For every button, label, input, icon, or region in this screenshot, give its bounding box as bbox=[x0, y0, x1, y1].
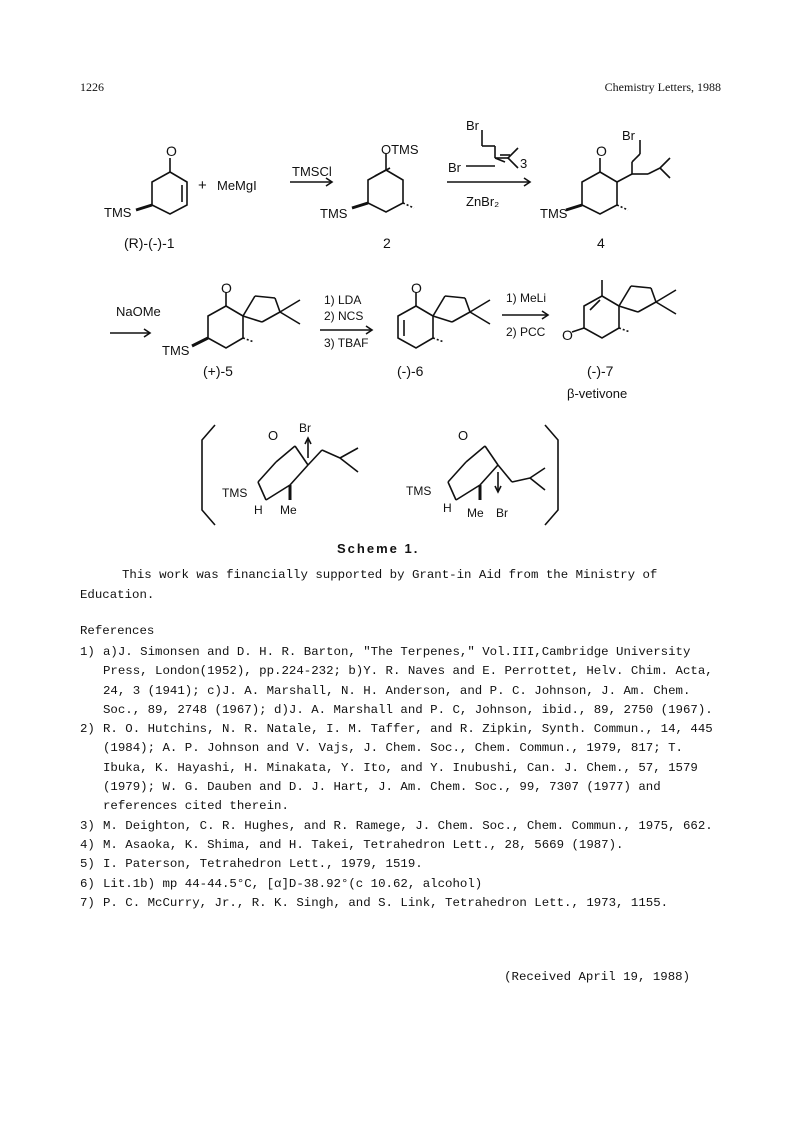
c6-o: O bbox=[411, 280, 422, 296]
reference-number: 5) bbox=[80, 857, 95, 872]
arrow5-step1: 1) MeLi bbox=[506, 291, 547, 305]
references-list bbox=[80, 643, 720, 913]
ts-left-me: Me bbox=[280, 503, 297, 517]
arrow5-step2: 2) PCC bbox=[506, 325, 546, 339]
reagent3-br-left: Br bbox=[448, 160, 461, 175]
ts-right-tms: TMS bbox=[406, 484, 432, 498]
arrow3-reagent: NaOMe bbox=[116, 304, 161, 319]
reference-item bbox=[80, 855, 720, 874]
reference-text: M. Deighton, C. R. Hughes, and R. Ramege, J. Chem. Soc., Chem. Commun., 1975, 662. bbox=[103, 818, 713, 833]
reference-text: Lit.1b) mp 44-44.5°C, [α]D-38.92°(c 10.62, alcohol) bbox=[103, 876, 483, 891]
ts-right-h: H bbox=[443, 501, 452, 515]
ts-right-br: Br bbox=[496, 506, 508, 520]
arrow4-step3: 3) TBAF bbox=[324, 336, 369, 350]
compound-2-label: 2 bbox=[383, 235, 391, 251]
reference-number: 4) bbox=[80, 837, 95, 852]
reference-number: 2) bbox=[80, 722, 95, 737]
c7-o: O bbox=[562, 327, 573, 343]
c2-otms: OTMS bbox=[381, 142, 419, 157]
ts-right-me: Me bbox=[467, 506, 484, 520]
c1-o: O bbox=[166, 143, 177, 159]
ts-left-tms: TMS bbox=[222, 486, 248, 500]
compound-7-structure bbox=[572, 280, 676, 338]
reference-text: M. Asaoka, K. Shima, and H. Takei, Tetrahedron Lett., 28, 5669 (1987). bbox=[103, 837, 624, 852]
compound-5-label: (+)-5 bbox=[203, 363, 233, 379]
references-title: References bbox=[80, 624, 155, 638]
c1-tms: TMS bbox=[104, 205, 132, 220]
compound-7-name: β-vetivone bbox=[567, 386, 628, 401]
reference-text: a)J. Simonsen and D. H. R. Barton, "The Terpenes," Vol.III,Cambridge University Press, London(1952), pp.224-232; b)Y. R. Naves and E. Perrottet, Helv. Chim. Acta, 24, 3 (1941); c)J. A. Marshall, N. H. Anderson, and P. C. Johnson, J. Am. Chem. Soc., 89, 2748 (1967); d)J. A. Marshall and P. C, Johnson, ibid., 89, 2750 (1967). bbox=[103, 645, 713, 717]
arrow2-reagent-below: ZnBr₂ bbox=[466, 194, 500, 209]
compound-4-label: 4 bbox=[597, 235, 605, 251]
reference-text: P. C. McCurry, Jr., R. K. Singh, and S. Link, Tetrahedron Lett., 1973, 1155. bbox=[103, 895, 669, 910]
ack-line2: Education. bbox=[80, 587, 155, 602]
compound-1-label: (R)-(-)-1 bbox=[124, 235, 175, 251]
ts-left-o: O bbox=[268, 428, 279, 443]
acknowledgement bbox=[80, 566, 720, 605]
c5-o: O bbox=[221, 280, 232, 296]
reference-item bbox=[80, 836, 720, 855]
reference-number: 6) bbox=[80, 876, 95, 891]
reference-item bbox=[80, 894, 720, 913]
c2-tms: TMS bbox=[320, 206, 348, 221]
reference-number: 1) bbox=[80, 645, 95, 659]
journal-header: Chemistry Letters, 1988 bbox=[604, 80, 721, 94]
reference-item bbox=[80, 817, 720, 836]
transition-state-left bbox=[258, 438, 358, 500]
compound-5-structure bbox=[192, 292, 300, 348]
compound-4-structure bbox=[566, 140, 670, 214]
ts-right-o: O bbox=[458, 428, 469, 443]
arrow1-reagent: TMSCl bbox=[292, 164, 332, 179]
c4-tms: TMS bbox=[540, 206, 568, 221]
scheme-caption: Scheme 1. bbox=[337, 541, 420, 556]
c4-o: O bbox=[596, 143, 607, 159]
compound-7-label: (-)-7 bbox=[587, 363, 614, 379]
reference-item bbox=[80, 875, 720, 894]
reference-number: 3) bbox=[80, 818, 95, 833]
compound-6-structure bbox=[398, 292, 490, 348]
reference-item bbox=[80, 720, 720, 816]
reagent-3-structure bbox=[466, 130, 518, 168]
page-number: 1226 bbox=[80, 80, 104, 94]
reagent3-br-top: Br bbox=[466, 118, 479, 133]
c4-br: Br bbox=[622, 128, 635, 143]
compound-6-label: (-)-6 bbox=[397, 363, 424, 379]
compound-1-structure bbox=[136, 158, 187, 214]
plus-sign: + bbox=[198, 177, 207, 194]
compound-2-structure bbox=[352, 154, 414, 212]
arrow2-reagent-above: 3 bbox=[520, 156, 528, 171]
reference-number: 7) bbox=[80, 895, 95, 910]
ts-left-br: Br bbox=[299, 421, 311, 435]
arrow4-step2: 2) NCS bbox=[324, 309, 364, 323]
arrow4-step1: 1) LDA bbox=[324, 293, 362, 307]
received-date: (Received April 19, 1988) bbox=[504, 970, 690, 984]
reagent-memgi: MeMgI bbox=[217, 178, 257, 193]
reference-text: R. O. Hutchins, N. R. Natale, I. M. Taffer, and R. Zipkin, Synth. Commun., 14, 445 (1984); A. P. Johnson and V. Vajs, J. Chem. Soc., Chem. Commun., 1979, 817; T. Ibuka, K. Hayashi, H. Minakata, Y. Ito, and Y. Inubushi, Can. J. Chem., 57, 1579 (1979); W. G. Dauben and D. J. Hart, J. Am. Chem. Soc., 99, 7307 (1977) and references cited therein. bbox=[103, 722, 713, 814]
reference-item bbox=[80, 643, 720, 720]
c5-tms: TMS bbox=[162, 343, 190, 358]
reference-text: I. Paterson, Tetrahedron Lett., 1979, 1519. bbox=[103, 857, 423, 872]
scheme-drawing bbox=[0, 110, 793, 560]
transition-state-right bbox=[448, 446, 545, 500]
ack-line1: This work was financially supported by Grant-in Aid from the Ministry of bbox=[122, 568, 658, 582]
reaction-scheme bbox=[0, 110, 793, 560]
ts-left-h: H bbox=[254, 503, 263, 517]
